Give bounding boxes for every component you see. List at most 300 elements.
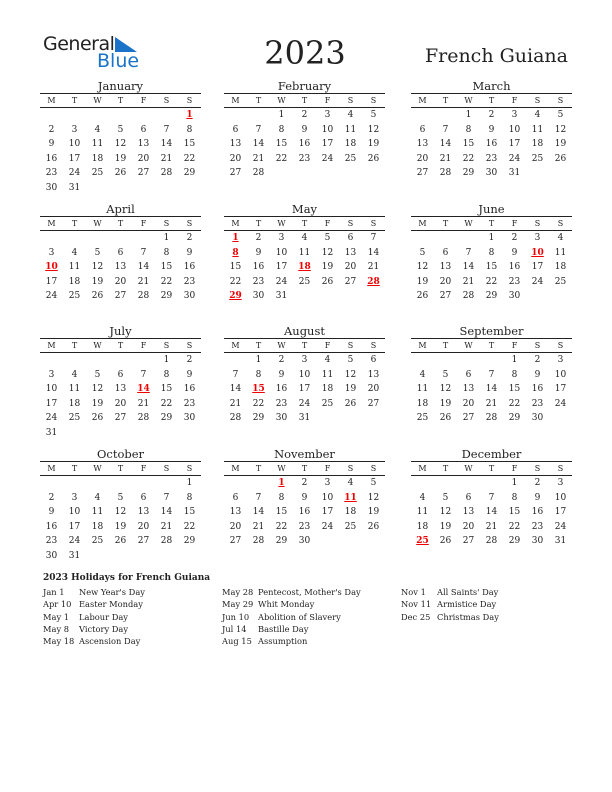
day-cell: 28 <box>485 536 498 547</box>
day-cell: 25 <box>416 413 429 424</box>
weekday-header-row <box>224 339 385 353</box>
day-cell: 18 <box>416 521 429 532</box>
day-cell: 26 <box>91 413 104 424</box>
holiday-name: All Saints' Day <box>437 587 499 597</box>
day-cell: 7 <box>140 247 147 258</box>
empty-cell <box>434 108 457 123</box>
day-cell: 4 <box>419 492 426 503</box>
day-cell: 21 <box>485 398 498 409</box>
weekday-header-row <box>224 94 385 108</box>
day-cell: 10 <box>321 124 334 135</box>
day-cell: 26 <box>91 291 104 302</box>
day-cell: 10 <box>275 247 288 258</box>
weekday-header: S <box>178 94 201 108</box>
day-cell: 6 <box>140 492 147 503</box>
day-cell: 10 <box>68 507 81 518</box>
day-cell: 29 <box>508 413 521 424</box>
day-cell: 7 <box>465 247 472 258</box>
day-cell: 28 <box>367 276 380 287</box>
week-row <box>411 491 572 506</box>
day-cell: 1 <box>278 478 285 489</box>
day-cell: 25 <box>416 536 429 547</box>
day-cell: 13 <box>462 507 475 518</box>
weekday-header: M <box>224 217 247 231</box>
day-cell: 15 <box>462 139 475 150</box>
day-cell: 30 <box>531 536 544 547</box>
day-cell: 4 <box>71 247 78 258</box>
day-cell: 22 <box>160 398 173 409</box>
day-cell: 22 <box>183 521 196 532</box>
day-cell: 11 <box>416 507 429 518</box>
empty-cell <box>63 426 86 441</box>
day-cell: 23 <box>45 168 58 179</box>
day-cell: 7 <box>232 369 239 380</box>
day-cell: 20 <box>344 262 357 273</box>
day-cell: 15 <box>183 139 196 150</box>
empty-cell <box>362 534 385 549</box>
day-cell: 9 <box>255 247 262 258</box>
day-cell: 5 <box>117 492 124 503</box>
holiday-name: Ascension Day <box>79 636 141 647</box>
holiday-item <box>43 612 145 624</box>
day-cell: 24 <box>554 398 567 409</box>
day-cell: 18 <box>344 139 357 150</box>
month-march <box>411 79 572 181</box>
day-cell: 11 <box>554 247 567 258</box>
day-cell: 24 <box>45 413 58 424</box>
day-cell: 6 <box>140 124 147 135</box>
holiday-item <box>43 587 145 599</box>
day-cell: 14 <box>229 384 242 395</box>
day-cell: 17 <box>508 139 521 150</box>
weekday-header: W <box>270 217 293 231</box>
empty-cell <box>480 476 503 491</box>
day-cell: 6 <box>419 124 426 135</box>
empty-cell <box>40 108 63 123</box>
holiday-name: Armistice Day <box>437 599 497 610</box>
day-cell: 8 <box>232 247 239 258</box>
weekday-header: M <box>40 217 63 231</box>
day-cell: 23 <box>275 398 288 409</box>
week-row <box>40 246 201 261</box>
day-cell: 14 <box>137 384 150 395</box>
day-cell: 17 <box>531 262 544 273</box>
month-title: May <box>291 202 318 216</box>
day-cell: 14 <box>485 507 498 518</box>
empty-cell <box>109 426 132 441</box>
month-december <box>411 447 572 549</box>
day-cell: 21 <box>160 521 173 532</box>
day-cell: 9 <box>511 247 518 258</box>
week-row <box>224 123 385 138</box>
day-cell: 15 <box>275 139 288 150</box>
week-row <box>40 534 201 549</box>
week-row <box>411 289 572 304</box>
month-october <box>40 447 201 563</box>
day-cell: 30 <box>531 413 544 424</box>
empty-cell <box>155 181 178 196</box>
empty-cell <box>457 231 480 246</box>
day-cell: 10 <box>321 492 334 503</box>
day-cell: 10 <box>531 247 544 258</box>
week-row <box>411 231 572 246</box>
weekday-header: S <box>549 217 572 231</box>
day-cell: 27 <box>416 168 429 179</box>
week-row <box>40 137 201 152</box>
day-cell: 18 <box>298 262 311 273</box>
day-cell: 17 <box>554 507 567 518</box>
day-cell: 16 <box>275 384 288 395</box>
week-row <box>40 382 201 397</box>
weekday-header: F <box>316 217 339 231</box>
day-cell: 6 <box>442 247 449 258</box>
holiday-date: May 18 <box>43 636 75 647</box>
empty-cell <box>155 426 178 441</box>
day-cell: 29 <box>160 291 173 302</box>
holiday-date: May 8 <box>43 623 70 634</box>
day-cell: 19 <box>114 153 127 164</box>
weekday-header-row <box>40 217 201 231</box>
day-cell: 23 <box>508 276 521 287</box>
day-cell: 29 <box>183 536 196 547</box>
day-cell: 1 <box>511 355 518 366</box>
day-cell: 11 <box>91 507 104 518</box>
day-cell: 1 <box>163 355 170 366</box>
day-cell: 15 <box>508 384 521 395</box>
empty-cell <box>86 426 109 441</box>
day-cell: 31 <box>298 413 311 424</box>
day-cell: 7 <box>140 369 147 380</box>
day-cell: 11 <box>344 492 357 503</box>
day-cell: 14 <box>160 139 173 150</box>
week-row <box>40 368 201 383</box>
day-cell: 19 <box>554 139 567 150</box>
day-cell: 28 <box>137 413 150 424</box>
day-cell: 21 <box>367 262 380 273</box>
weekday-header: W <box>457 462 480 476</box>
day-cell: 22 <box>183 153 196 164</box>
day-cell: 27 <box>367 398 380 409</box>
empty-cell <box>63 353 86 368</box>
day-cell: 31 <box>68 550 81 561</box>
weekday-header: T <box>293 94 316 108</box>
day-cell: 17 <box>554 384 567 395</box>
day-cell: 22 <box>508 398 521 409</box>
day-cell: 26 <box>367 521 380 532</box>
day-cell: 15 <box>229 262 242 273</box>
day-cell: 25 <box>91 168 104 179</box>
week-row <box>40 476 201 491</box>
day-cell: 1 <box>186 478 193 489</box>
day-cell: 5 <box>370 478 377 489</box>
day-cell: 3 <box>48 247 55 258</box>
week-row <box>411 520 572 535</box>
day-cell: 30 <box>275 413 288 424</box>
week-row <box>411 411 572 426</box>
day-cell: 9 <box>534 369 541 380</box>
day-cell: 10 <box>298 369 311 380</box>
day-cell: 23 <box>298 521 311 532</box>
empty-cell <box>549 166 572 181</box>
day-cell: 28 <box>160 168 173 179</box>
day-cell: 4 <box>347 110 354 121</box>
day-cell: 3 <box>324 110 331 121</box>
month-title: November <box>274 447 335 461</box>
week-row <box>411 534 572 549</box>
empty-cell <box>362 411 385 426</box>
weekday-header-row <box>411 94 572 108</box>
weekday-header-row <box>411 462 572 476</box>
empty-cell <box>155 476 178 491</box>
month-february <box>224 79 385 181</box>
weekday-header: T <box>247 339 270 353</box>
empty-cell <box>224 108 247 123</box>
weekday-header: W <box>86 462 109 476</box>
empty-cell <box>86 476 109 491</box>
month-title: February <box>277 79 332 93</box>
day-cell: 3 <box>557 478 564 489</box>
day-cell: 11 <box>531 124 544 135</box>
weekday-header: F <box>316 94 339 108</box>
day-cell: 13 <box>229 139 242 150</box>
day-cell: 23 <box>183 398 196 409</box>
month-september <box>411 324 572 426</box>
empty-cell <box>339 534 362 549</box>
holiday-date: May 1 <box>43 611 70 622</box>
day-cell: 8 <box>186 492 193 503</box>
empty-cell <box>132 181 155 196</box>
day-cell: 20 <box>114 398 127 409</box>
empty-cell <box>316 289 339 304</box>
holiday-item <box>222 587 361 599</box>
empty-cell <box>411 108 434 123</box>
day-cell: 17 <box>275 262 288 273</box>
weekday-header: S <box>549 462 572 476</box>
weekday-header: S <box>526 339 549 353</box>
weekday-header: S <box>362 94 385 108</box>
week-row <box>411 368 572 383</box>
day-cell: 13 <box>462 384 475 395</box>
week-row <box>224 246 385 261</box>
day-cell: 30 <box>298 536 311 547</box>
day-cell: 10 <box>68 139 81 150</box>
weekday-header: F <box>132 339 155 353</box>
holiday-item <box>43 624 145 636</box>
day-cell: 2 <box>186 355 193 366</box>
empty-cell <box>132 231 155 246</box>
month-may <box>224 202 385 304</box>
day-cell: 1 <box>465 110 472 121</box>
day-cell: 26 <box>114 536 127 547</box>
day-cell: 12 <box>91 262 104 273</box>
weekday-header: T <box>63 217 86 231</box>
empty-cell <box>434 353 457 368</box>
day-cell: 9 <box>278 369 285 380</box>
day-cell: 29 <box>485 291 498 302</box>
year-title: 2023 <box>264 34 346 72</box>
day-cell: 29 <box>183 168 196 179</box>
empty-cell <box>155 108 178 123</box>
day-cell: 16 <box>252 262 265 273</box>
day-cell: 12 <box>367 124 380 135</box>
day-cell: 13 <box>137 139 150 150</box>
empty-cell <box>316 166 339 181</box>
day-cell: 10 <box>554 492 567 503</box>
holiday-date: Nov 1 <box>401 587 426 597</box>
empty-cell <box>247 108 270 123</box>
day-cell: 15 <box>485 262 498 273</box>
holidays-title: 2023 Holidays for French Guiana <box>43 573 211 583</box>
day-cell: 25 <box>68 413 81 424</box>
day-cell: 21 <box>229 398 242 409</box>
weekday-header: S <box>549 339 572 353</box>
empty-cell <box>132 476 155 491</box>
holiday-item <box>401 599 499 611</box>
day-cell: 20 <box>439 276 452 287</box>
empty-cell <box>224 353 247 368</box>
week-row <box>411 476 572 491</box>
day-cell: 24 <box>321 521 334 532</box>
week-row <box>224 260 385 275</box>
day-cell: 9 <box>48 139 55 150</box>
day-cell: 12 <box>91 384 104 395</box>
day-cell: 2 <box>186 233 193 244</box>
day-cell: 20 <box>416 153 429 164</box>
empty-cell <box>132 426 155 441</box>
month-title: January <box>97 79 144 93</box>
weekday-header: F <box>503 339 526 353</box>
day-cell: 1 <box>232 233 239 244</box>
month-table <box>40 93 201 195</box>
day-cell: 5 <box>94 247 101 258</box>
empty-cell <box>247 476 270 491</box>
empty-cell <box>178 549 201 564</box>
day-cell: 9 <box>534 492 541 503</box>
day-cell: 23 <box>183 276 196 287</box>
week-row <box>40 426 201 441</box>
weekday-header: F <box>132 462 155 476</box>
empty-cell <box>270 166 293 181</box>
week-row <box>224 152 385 167</box>
day-cell: 9 <box>186 369 193 380</box>
weekday-header: W <box>86 94 109 108</box>
day-cell: 13 <box>114 384 127 395</box>
empty-cell <box>63 108 86 123</box>
weekday-header: S <box>178 462 201 476</box>
week-row <box>40 108 201 123</box>
empty-cell <box>109 231 132 246</box>
day-cell: 14 <box>439 139 452 150</box>
week-row <box>411 353 572 368</box>
day-cell: 29 <box>508 536 521 547</box>
day-cell: 8 <box>186 124 193 135</box>
empty-cell <box>549 289 572 304</box>
weekday-header: T <box>480 339 503 353</box>
weekday-header: M <box>224 339 247 353</box>
day-cell: 8 <box>163 369 170 380</box>
day-cell: 23 <box>252 276 265 287</box>
day-cell: 16 <box>183 262 196 273</box>
day-cell: 11 <box>68 384 81 395</box>
day-cell: 22 <box>485 276 498 287</box>
weekday-header: T <box>480 217 503 231</box>
weekday-header: T <box>480 94 503 108</box>
day-cell: 13 <box>344 247 357 258</box>
empty-cell <box>109 181 132 196</box>
holiday-date: Aug 15 <box>222 636 252 647</box>
empty-cell <box>362 166 385 181</box>
day-cell: 8 <box>511 369 518 380</box>
day-cell: 24 <box>298 398 311 409</box>
week-row <box>411 397 572 412</box>
day-cell: 2 <box>534 478 541 489</box>
day-cell: 18 <box>321 384 334 395</box>
day-cell: 30 <box>183 413 196 424</box>
month-table <box>224 216 385 304</box>
day-cell: 25 <box>531 153 544 164</box>
day-cell: 5 <box>370 110 377 121</box>
day-cell: 14 <box>485 384 498 395</box>
day-cell: 7 <box>442 124 449 135</box>
day-cell: 15 <box>160 384 173 395</box>
empty-cell <box>411 353 434 368</box>
day-cell: 4 <box>71 369 78 380</box>
weekday-header: F <box>503 462 526 476</box>
logo-text-general: General <box>43 33 115 55</box>
day-cell: 22 <box>252 398 265 409</box>
weekday-header: S <box>526 217 549 231</box>
weekday-header: W <box>270 339 293 353</box>
weekday-header: S <box>155 462 178 476</box>
day-cell: 1 <box>186 110 193 121</box>
day-cell: 15 <box>160 262 173 273</box>
weekday-header: T <box>434 217 457 231</box>
day-cell: 27 <box>229 168 242 179</box>
weekday-header: W <box>270 94 293 108</box>
day-cell: 12 <box>416 262 429 273</box>
day-cell: 27 <box>229 536 242 547</box>
week-row <box>224 520 385 535</box>
weekday-header: M <box>411 462 434 476</box>
day-cell: 28 <box>252 168 265 179</box>
empty-cell <box>316 411 339 426</box>
empty-cell <box>178 181 201 196</box>
day-cell: 4 <box>534 110 541 121</box>
day-cell: 8 <box>465 124 472 135</box>
holiday-item <box>222 599 361 611</box>
holiday-name: Labour Day <box>79 611 128 622</box>
day-cell: 28 <box>160 536 173 547</box>
holiday-name: Bastille Day <box>258 623 309 634</box>
weekday-header: S <box>362 462 385 476</box>
day-cell: 23 <box>485 153 498 164</box>
week-row <box>411 382 572 397</box>
day-cell: 8 <box>278 124 285 135</box>
day-cell: 7 <box>255 492 262 503</box>
weekday-header: S <box>362 217 385 231</box>
week-row <box>40 181 201 196</box>
week-row <box>40 289 201 304</box>
day-cell: 24 <box>554 521 567 532</box>
day-cell: 21 <box>462 276 475 287</box>
month-november <box>224 447 385 549</box>
day-cell: 18 <box>531 139 544 150</box>
holiday-column <box>401 587 499 624</box>
day-cell: 3 <box>71 124 78 135</box>
month-table <box>224 93 385 181</box>
weekday-header-row <box>224 462 385 476</box>
empty-cell <box>339 411 362 426</box>
